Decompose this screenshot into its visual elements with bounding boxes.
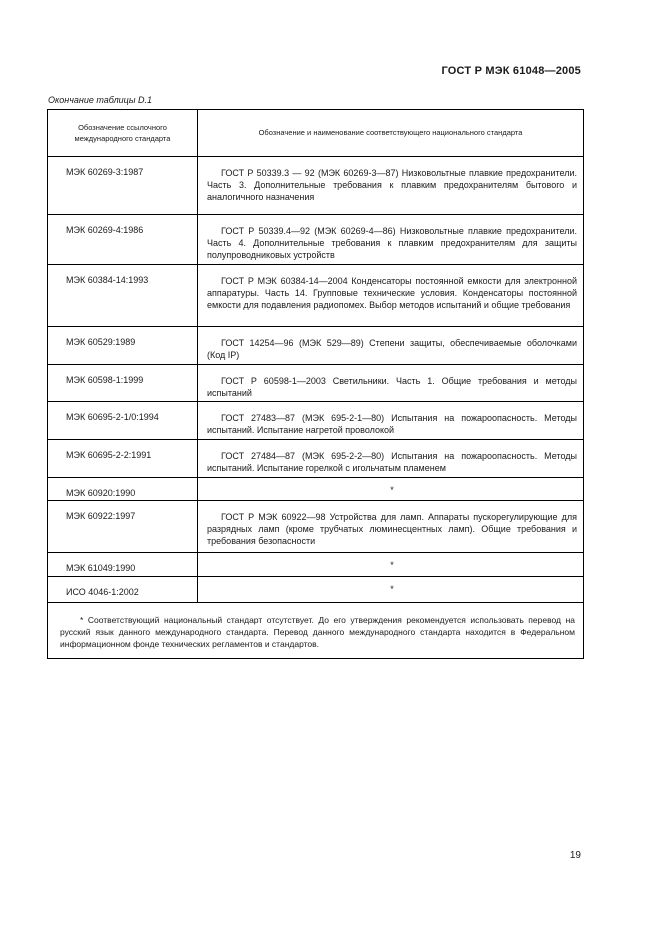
table-row xyxy=(48,478,583,501)
international-standard-code: МЭК 60920:1990 xyxy=(48,478,198,500)
table-caption: Окончание таблицы D.1 xyxy=(48,95,152,105)
reference-table xyxy=(47,109,584,659)
table-row xyxy=(48,501,583,553)
table-row xyxy=(48,365,583,402)
column-header-international: Обозначение ссылочного международного стандарта xyxy=(48,110,198,156)
international-standard-code: МЭК 60695-2-2:1991 xyxy=(48,440,198,477)
footnote-marker: * xyxy=(390,485,394,495)
international-standard-code: МЭК 60529:1989 xyxy=(48,327,198,364)
national-standard-description: ГОСТ Р 50339.3 — 92 (МЭК 60269-3—87) Низковольтные плавкие предохранители. Часть 3. Дополнительные требования к плавким предохранителям бытового и аналогичного назначения xyxy=(207,168,577,202)
national-standard-description: ГОСТ 27484—87 (МЭК 695-2-2—80) Испытания на пожароопасность. Методы испытаний. Испытание горелкой с игольчатым пламенем xyxy=(207,451,577,473)
international-standard-code: МЭК 60598-1:1999 xyxy=(48,365,198,401)
footnote-marker: * xyxy=(390,560,394,570)
footnote-marker: * xyxy=(390,584,394,594)
table-row xyxy=(48,157,583,215)
international-standard-code: МЭК 61049:1990 xyxy=(48,553,198,576)
table-row xyxy=(48,553,583,577)
national-standard-description: ГОСТ Р МЭК 60922—98 Устройства для ламп. Аппараты пускорегулирующие для разрядных ламп (кроме трубчатых люминесцентных ламп). Общие требования и требования безопасности xyxy=(207,512,577,546)
page-number: 19 xyxy=(569,850,581,861)
international-standard-code: МЭК 60269-3:1987 xyxy=(48,157,198,214)
international-standard-code: МЭК 60922:1997 xyxy=(48,501,198,552)
table-row xyxy=(48,265,583,327)
table-row xyxy=(48,327,583,365)
national-standard-description: ГОСТ 14254—96 (МЭК 529—89) Степени защиты, обеспечиваемые оболочками (Код IP) xyxy=(207,338,577,360)
table-footnote xyxy=(48,603,583,658)
footnote-text: * Соответствующий национальный стандарт отсутствует. До его утверждения рекомендуется использовать перевод на русский язык данного международного стандарта. Перевод данного международного стандарта находится в Федеральном информационном фонде технических регламентов и стандартов. xyxy=(60,615,575,649)
table-row xyxy=(48,215,583,265)
document-header: ГОСТ Р МЭК 61048—2005 xyxy=(441,65,581,77)
international-standard-code: ИСО 4046-1:2002 xyxy=(48,577,198,602)
table-header-row xyxy=(48,110,583,157)
international-standard-code: МЭК 60384-14:1993 xyxy=(48,265,198,326)
national-standard-description: ГОСТ Р 50339.4—92 (МЭК 60269-4—86) Низковольтные плавкие предохранители. Часть 4. Дополнительные требования к плавким предохранителям для защиты полупроводниковых устройств xyxy=(207,226,577,260)
table-row xyxy=(48,402,583,440)
international-standard-code: МЭК 60695-2-1/0:1994 xyxy=(48,402,198,439)
table-row xyxy=(48,577,583,603)
national-standard-description: ГОСТ Р МЭК 60384-14—2004 Конденсаторы постоянной емкости для электронной аппаратуры. Часть 14. Групповые технические условия. Конденсаторы постоянной емкости для подавления радиопомех. Выбор методов испытаний и общие требования xyxy=(207,276,577,310)
national-standard-description: ГОСТ 27483—87 (МЭК 695-2-1—80) Испытания на пожароопасность. Методы испытаний. Испытание нагретой проволокой xyxy=(207,413,577,435)
column-header-national: Обозначение и наименование соответствующего национального стандарта xyxy=(258,128,523,137)
national-standard-description: ГОСТ Р 60598-1—2003 Светильники. Часть 1. Общие требования и методы испытаний xyxy=(207,376,577,398)
international-standard-code: МЭК 60269-4:1986 xyxy=(48,215,198,264)
table-row xyxy=(48,440,583,478)
